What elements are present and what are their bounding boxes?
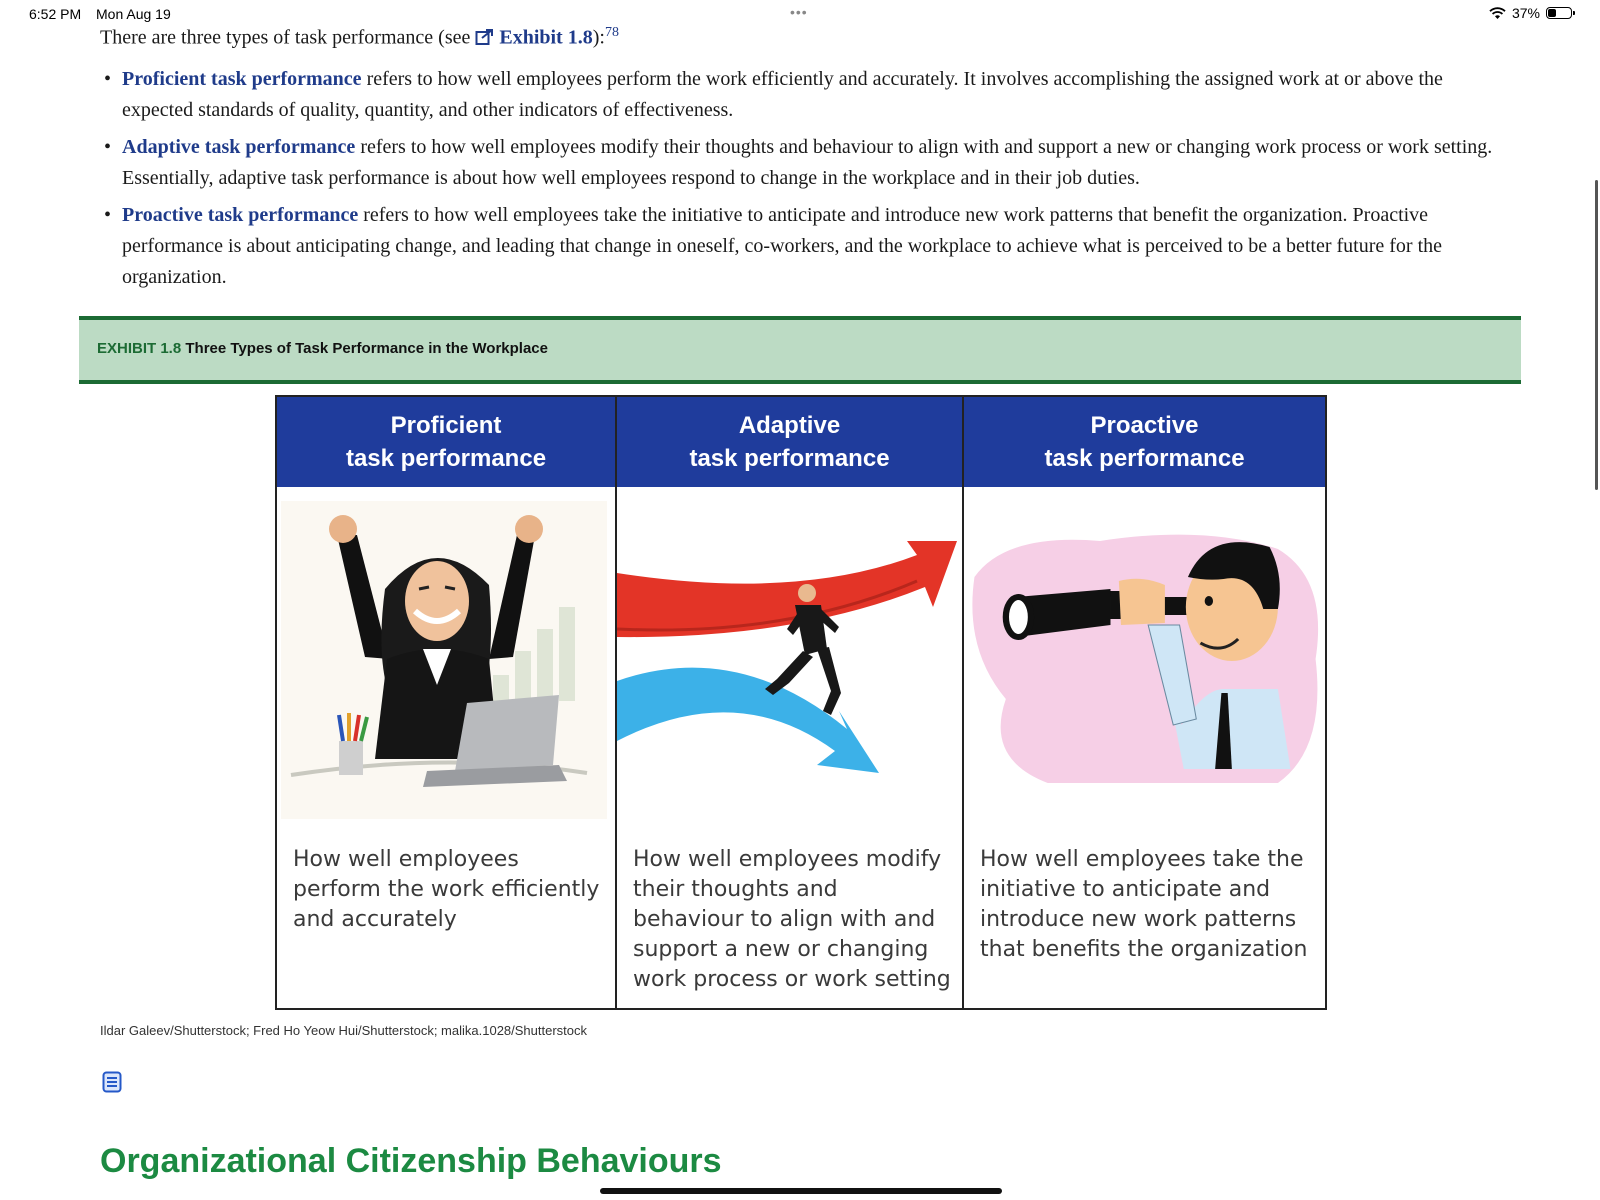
column-header [277,397,615,487]
list-item [100,132,1500,194]
definition-text: refers to how well employees modify their thoughts and behaviour to align with and support a new or changing work process or work setting. Essentially, adaptive task performance is about how well employees respond to change in the workplace and in their job duties. [122,136,1493,189]
wifi-icon [1489,7,1506,20]
column-header-line1: Proactive [1090,412,1199,439]
list-item [100,64,1500,126]
exhibit-caption [97,340,548,357]
column-header-line2: task performance [345,445,547,472]
status-right [1489,5,1572,21]
footnote-ref[interactable]: 78 [604,25,619,40]
list-item [100,200,1500,293]
intro-paragraph [100,25,619,50]
exhibit-caption-bar [79,316,1521,384]
exhibit-link[interactable]: Exhibit 1.8 [499,26,593,49]
intro-after: ): [592,26,605,49]
column-description: How well employees take the initiative to anticipate and introduce new work patterns that benefits the organization [980,847,1308,962]
exhibit-label: EXHIBIT 1.8 [97,340,182,357]
column-header [617,397,962,487]
battery-icon [1546,7,1572,19]
battery-fill [1548,9,1556,17]
status-bar [0,0,1600,28]
task-performance-list [100,64,1500,299]
businessman-arrows-illustration [617,489,962,829]
column-header-line2: task performance [1044,445,1245,472]
column-proficient [277,397,615,1008]
column-adaptive [615,397,962,1008]
notes-icon[interactable] [102,1071,122,1093]
status-date: Mon Aug 19 [96,6,171,22]
intro-text: There are three types of task performance (see [100,26,476,49]
man-with-telescope-illustration [964,489,1325,829]
battery-percent: 37% [1511,5,1540,21]
home-indicator[interactable] [600,1188,1002,1194]
column-header [964,397,1325,487]
column-proactive [962,397,1325,1008]
column-description: How well employees perform the work efficiently and accurately [293,847,600,932]
column-header-line1: Proficient [390,412,502,439]
definition-text: refers to how well employees perform the work efficiently and accurately. It involves accomplishing the assigned work at or above the expected standards of quality, quantity, and other indicators of effectiveness. [122,68,1443,121]
column-header-line2: task performance [689,445,890,472]
term-proficient[interactable]: Proficient task performance [122,68,362,90]
column-description: How well employees modify their thoughts and behaviour to align with and support a new or changing work process or work setting [633,847,951,992]
term-proactive[interactable]: Proactive task performance [122,204,359,226]
external-link-icon[interactable] [475,28,495,46]
celebrating-woman-illustration [277,489,615,829]
scrollbar[interactable] [1595,180,1598,490]
column-header-line1: Adaptive [738,412,841,439]
exhibit-figure [275,395,1327,1010]
status-time: 6:52 PM [29,6,82,22]
image-credit: Ildar Galeev/Shutterstock; Fred Ho Yeow Hui/Shutterstock; malika.1028/Shutterstock [100,1023,588,1038]
section-heading: Organizational Citizenship Behaviours [100,1142,722,1180]
exhibit-title: Three Types of Task Performance in the Workplace [185,340,548,357]
multitasking-dots-icon[interactable]: ••• [790,4,808,20]
definition-text: refers to how well employees take the initiative to anticipate and introduce new work patterns that benefit the organization. Proactive performance is about anticipating change, and leading that change in oneself, co-workers, and the workplace to achieve what is perceived to be a better future for the organization. [122,204,1443,288]
term-adaptive[interactable]: Adaptive task performance [122,136,356,158]
